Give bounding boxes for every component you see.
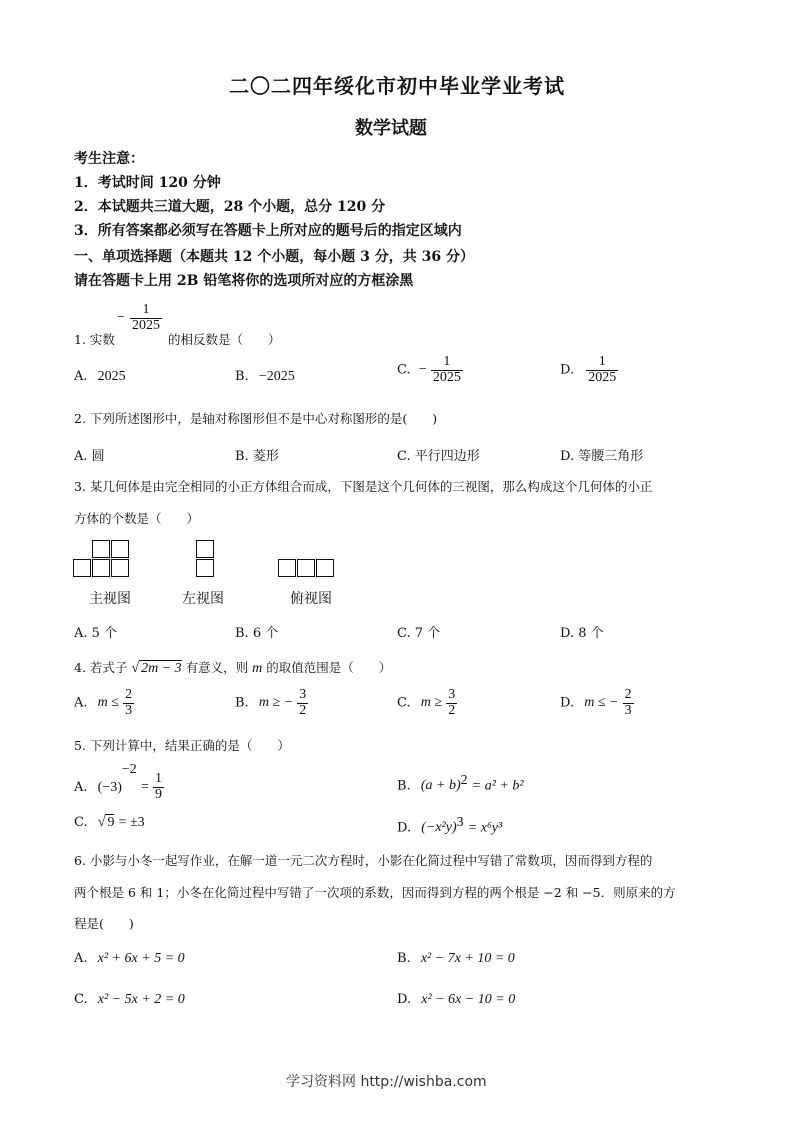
q1-option-c xyxy=(397,355,463,385)
q6-a-label: A. xyxy=(74,951,88,966)
q4-b-label: B. xyxy=(235,695,249,711)
q1-option-d xyxy=(560,355,618,385)
q5-a-frac xyxy=(153,772,164,802)
q4-option-d xyxy=(560,688,634,718)
q1-a-label: A. xyxy=(74,369,88,384)
q1-d-den: 2025 xyxy=(588,369,617,385)
q4-c-num: 3 xyxy=(448,687,456,702)
q1-frac-den: 2025 xyxy=(132,317,160,333)
q1-d-num: 1 xyxy=(598,354,606,369)
q4-b-frac xyxy=(297,688,308,718)
q5-d-exp: 3 xyxy=(456,815,464,830)
q4-option-c xyxy=(397,688,457,718)
q4-d-rel: m ≤ − xyxy=(584,695,619,711)
q4-c-frac xyxy=(446,688,457,718)
q1-option-a xyxy=(74,369,126,385)
q5-a-den: 9 xyxy=(155,787,162,802)
q3-option-d: D. 8 个 xyxy=(560,626,604,641)
q6-d-label: D. xyxy=(397,992,412,1007)
section-instruction: 请在答题卡上用 2B 铅笔将你的选项所对应的方框涂黑 xyxy=(74,273,414,289)
q5-option-d xyxy=(397,815,502,836)
q4-radicand: 2m − 3 xyxy=(141,661,182,676)
q1-a-value: 2025 xyxy=(97,369,126,384)
q4-suffix: 的取值范围是（ ） xyxy=(266,660,392,675)
q5-c-sqrt: √ 9 xyxy=(97,815,115,830)
q5-option-a xyxy=(74,762,164,803)
q2-option-b: B. 菱形 xyxy=(235,449,279,464)
q5-a-label: A. xyxy=(74,780,88,795)
q1-suffix: 的相反数是（ ） xyxy=(168,332,281,347)
q2-stem: 2. 下列所述图形中，是轴对称图形但不是中心对称图形的是( ) xyxy=(74,411,438,426)
q5-d-lhs: (−x²y) xyxy=(421,820,457,836)
q1-fraction xyxy=(117,303,162,333)
q4-d-den: 3 xyxy=(624,702,632,718)
exam-subtitle: 数学试题 xyxy=(355,118,427,139)
q1-d-label: D. xyxy=(560,362,575,378)
q4-prefix: 4. 若式子 xyxy=(74,660,128,675)
q4-b-rel: m ≥ − xyxy=(258,695,294,711)
q1-frac xyxy=(130,303,162,333)
q5-b-label: B. xyxy=(397,778,411,794)
q1-c-frac xyxy=(431,355,463,385)
q3-option-a: A. 5 个 xyxy=(74,626,118,641)
q2-option-a: A. 圆 xyxy=(74,449,105,464)
q1-c-den: 2025 xyxy=(432,369,461,385)
q5-c-rhs: = ±3 xyxy=(118,815,145,830)
q4-option-b xyxy=(235,688,308,718)
q4-var: m xyxy=(252,661,263,676)
q6-stem-line2: 两个根是 6 和 1；小冬在化简过程中写错了一次项的系数，因而得到方程的两个根是 −2 和 −5．则原来的方 xyxy=(74,885,676,900)
left-view-diagram xyxy=(196,540,216,580)
q5-c-rad: 9 xyxy=(107,815,115,830)
q1-d-frac xyxy=(586,355,618,385)
q4-a-label: A. xyxy=(74,695,88,711)
q6-option-c xyxy=(74,992,185,1008)
q4-d-num: 2 xyxy=(624,687,632,702)
q4-a-frac xyxy=(123,688,134,718)
q6-option-d xyxy=(397,992,515,1008)
exam-title: 二〇二四年绥化市初中毕业学业考试 xyxy=(229,74,565,98)
q5-option-b xyxy=(397,773,524,794)
q4-d-frac xyxy=(623,688,634,718)
q6-option-a xyxy=(74,951,185,967)
q4-stem xyxy=(74,658,391,677)
q4-a-rel: m ≤ xyxy=(97,695,119,711)
top-view-label: 俯视图 xyxy=(290,591,332,607)
q3-option-b: B. 6 个 xyxy=(235,626,279,641)
q5-option-c xyxy=(74,815,145,831)
q2-option-d: D. 等腰三角形 xyxy=(560,449,644,464)
q5-a-base: (−3) xyxy=(97,779,122,795)
footer-watermark: 学习资料网 http://wishba.com xyxy=(286,1074,487,1090)
q1-c-sign: − xyxy=(418,362,427,378)
q4-c-rel: m ≥ xyxy=(420,695,443,711)
q6-c-eq: x² − 5x + 2 = 0 xyxy=(97,992,185,1007)
section-heading: 一、单项选择题（本题共 12 个小题，每小题 3 分，共 36 分） xyxy=(74,249,474,265)
q5-a-num: 1 xyxy=(155,771,162,787)
q5-stem: 5. 下列计算中，结果正确的是（ ） xyxy=(74,738,290,753)
q6-option-b xyxy=(397,951,515,967)
front-view-diagram xyxy=(73,540,133,580)
q5-a-exp: −2 xyxy=(121,762,137,777)
q6-stem-line1: 6. 小影与小冬一起写作业，在解一道一元二次方程时，小影在化简过程中写错了常数项，因而得到方程的 xyxy=(74,853,653,868)
q4-c-label: C. xyxy=(397,695,411,711)
q4-sqrt: √ 2m − 3 xyxy=(131,661,182,676)
notice-heading: 考生注意： xyxy=(74,151,144,167)
left-view-label: 左视图 xyxy=(182,591,224,607)
q3-option-c: C. 7 个 xyxy=(397,626,441,641)
q2-option-c: C. 平行四边形 xyxy=(397,449,480,464)
q1-option-b xyxy=(235,369,295,385)
top-view-diagram xyxy=(278,559,338,579)
q5-b-rhs: = a² + b² xyxy=(471,778,524,794)
q1-c-label: C. xyxy=(397,362,411,378)
q4-mid: 有意义，则 xyxy=(185,660,249,675)
q4-d-label: D. xyxy=(560,695,575,711)
q6-b-eq: x² − 7x + 10 = 0 xyxy=(420,951,515,966)
q6-c-label: C. xyxy=(74,992,88,1007)
q5-c-label: C. xyxy=(74,815,88,830)
q3-stem-line2: 方体的个数是（ ） xyxy=(74,511,200,526)
notice-item-1: 1．考试时间 120 分钟 xyxy=(74,175,221,191)
q5-a-eq: = xyxy=(140,779,149,795)
q4-a-den: 3 xyxy=(125,702,133,718)
q5-d-label: D. xyxy=(397,820,412,836)
q4-a-num: 2 xyxy=(125,687,133,702)
q6-b-label: B. xyxy=(397,951,411,966)
q4-option-a xyxy=(74,688,134,718)
q1-prefix: 1. 实数 xyxy=(74,332,115,347)
q1-b-label: B. xyxy=(235,369,249,384)
notice-item-3: 3．所有答案都必须写在答题卡上所对应的题号后的指定区域内 xyxy=(74,223,462,239)
q5-d-rhs: = x⁶y³ xyxy=(467,820,503,836)
q1-c-num: 1 xyxy=(443,354,451,369)
q4-b-den: 2 xyxy=(299,702,307,718)
q6-a-eq: x² + 6x + 5 = 0 xyxy=(97,951,185,966)
q1-frac-sign: − xyxy=(117,310,125,326)
q3-stem-line1: 3. 某几何体是由完全相同的小正方体组合而成，下图是这个几何体的三视图，那么构成这个几何体的小正 xyxy=(74,479,653,494)
front-view-label: 主视图 xyxy=(89,591,131,607)
q1-frac-num: 1 xyxy=(142,302,150,317)
q1-b-value: −2025 xyxy=(258,369,295,384)
q4-c-den: 2 xyxy=(448,702,456,718)
q5-b-exp: 2 xyxy=(460,773,468,788)
q6-d-eq: x² − 6x − 10 = 0 xyxy=(421,992,516,1007)
q4-b-num: 3 xyxy=(299,687,307,702)
q6-stem-line3: 程是( ) xyxy=(74,916,134,931)
q5-b-lhs: (a + b) xyxy=(420,778,461,794)
notice-item-2: 2．本试题共三道大题，28 个小题，总分 120 分 xyxy=(74,199,386,215)
